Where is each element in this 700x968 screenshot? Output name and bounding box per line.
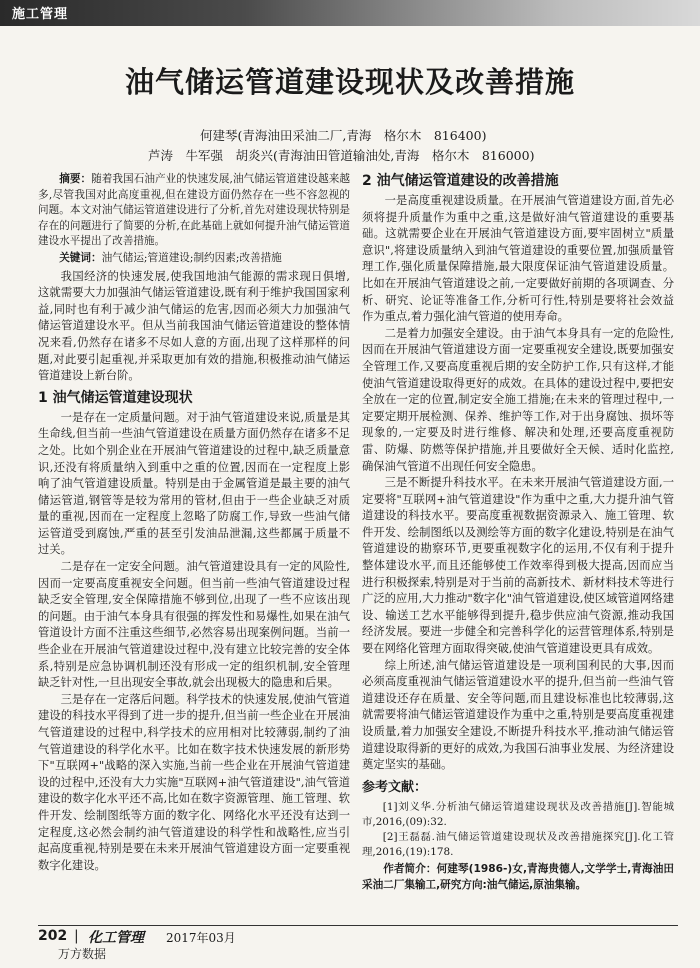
reference-2: [2]王磊磊.油气储运管道建设现状及改善措施探究[J].化工管理,2016,(19):178. <box>362 831 674 859</box>
reference-1: [1]刘义华.分析油气储运管道建设现状及改善措施[J].智能城市,2016,(09):32. <box>362 801 674 829</box>
authors <box>148 126 535 166</box>
footer-divider <box>38 925 678 926</box>
references-heading: 参考文献： <box>362 779 428 795</box>
section-1-heading: 1 油气储运管道建设现状 <box>38 389 193 406</box>
journal-name: 化工管理 <box>88 930 144 946</box>
section-1-paragraph-1: 一是存在一定质量问题。对于油气管道建设来说,质量是其生命线,但当前一些油气管道建设在质量方面仍然存在诸多不足之处。比如个别企业在开展油气管道建设的过程中,缺乏质量意识,还没有将质量纳入到重中之重的位置,因而在一定程度上影响了油气管道建设质量。特别是由于金属管道是最主要的油气储运管道,钢管等是较为常用的管材,但由于一些企业缺乏对质量的重视,因而在一定程度上忽略了防腐工作,导致一些油气储运管道受到腐蚀,严重的甚至引发油品泄漏,这些都属于质量不过关。 <box>38 410 350 557</box>
abstract-text: 随着我国石油产业的快速发展,油气储运管道建设越来越多,尽管我国对此高度重视,但在建设方面仍然存在一些不容忽视的问题。本文对油气储运管道建设进行了分析,首先对建设现状特别是存在的问题进行了简要的分析,在此基础上就如何提升油气储运管道建设水平提出了改善措施。 <box>38 173 350 248</box>
author-bio-label: 作者简介： <box>383 863 437 876</box>
section-tag: 施工管理 <box>12 7 69 22</box>
section-2-paragraph-1: 一是高度重视建设质量。在开展油气管道建设方面,首先必须将提升质量作为重中之重,这是做好油气管道建设的重要基础。这就需要企业在开展油气管道建设方面,要牢固树立"质量意识",将建设质量纳入到油气管道建设的重要位置,加强质量管理工作,强化质量保障措施,最大限度保证油气管道建设质量。比如在开展油气管道建设之前,一定要做好前期的各项调查、分析、研究、论证等准备工作,分析可行性,特别是要将社会效益作为重点,着力强化油气管道的使用寿命。 <box>362 194 674 324</box>
header-bar <box>0 0 700 26</box>
authors-line-2: 芦涛 牛军强 胡炎兴(青海油田管道输油处,青海 格尔木 816000) <box>148 148 535 163</box>
abstract <box>38 172 350 250</box>
intro-paragraph: 我国经济的快速发展,使我国地油气能源的需求现日俱增,这就需要大力加强油气储运管道建设,既有利于维护我国国家利益,同时也有利于减少油气储运的危害,因而必须大力加强油气储运管道建设水平。但从当前我国油气储运管道建设的整体情况来看,仍然存在诸多不尽如人意的方面,出现了这样那样的问题,对此要引起重视,并采取更加有效的措施,积极推动油气储运管道建设上新台阶。 <box>38 269 350 383</box>
page-footer <box>38 925 678 945</box>
issue-date: 2017年03月 <box>166 931 236 945</box>
article-title: 油气储运管道建设现状及改善措施 <box>124 65 575 99</box>
page-number: 202 <box>38 928 68 944</box>
right-column <box>362 172 674 893</box>
conclusion-paragraph: 综上所述,油气储运管道建设是一项利国利民的大事,因而必须高度重视油气储运管道建设水平的提升,但当前一些油气管道建设还存在质量、安全等问题,而且建设标准也比较薄弱,这就需要将油气储运管道建设作为重中之重,特别是要高度重视建设质量,着力加强安全建设,不断提升科技水平,推动油气储运管道建设取得新的更好的成效,为我国石油事业发展、为经济建设奠定坚实的基础。 <box>362 658 674 772</box>
keywords-label: 关键词： <box>59 251 102 264</box>
section-2-heading: 2 油气储运管道建设的改善措施 <box>362 173 559 189</box>
keywords-text: 油气储运;管道建设;制约因素;改善措施 <box>101 251 282 264</box>
footer-separator: | <box>74 928 79 944</box>
left-column <box>38 172 350 874</box>
keywords <box>38 251 350 267</box>
section-2-paragraph-3: 三是不断提升科技水平。在未来开展油气管道建设方面,一定要将"互联网+油气管道建设"作为重中之重,大力提升油气管道建设的科技水平。要高度重视数据资源录入、施工管理、软件开发、绘制图纸以及测绘等方面的数字化建设,特别是在油气管道建设的勘察环节,更要重视数字化的运用,不仅有利于提升整体建设水平,而且还能够使工作效率得到极大提高,因而应当进行积极探索,特别是对于当前的高新技术、新材料技术等进行广泛的应用,大力推动"数字化"油气管道建设,使区域管道网络建设、输送工艺水平能够得到提升,稳步供应油气资源,推动我国经济发展。要进一步健全和完善科学化的运营管理体系,特别是要在网络化管理方面取得突破,使油气管道建设更具有成效。 <box>362 476 674 656</box>
section-1-paragraph-3: 三是存在一定落后问题。科学技术的快速发展,使油气管道建设的科技水平得到了进一步的提升,但当前一些企业在开展油气管道建设的过程中,科学技术的应用相对比较薄弱,制约了油气管道建设的科学化水平。比如在数字技术快速发展的新形势下"互联网+"战略的深入实施,当前一些企业在开展油气管道建设的过程中,还没有大力实施"互联网+油气管道建设",油气管道建设的数字化水平还不高,比如在数字资源管理、施工管理、软件开发、绘制图纸等方面的数字化、网络化水平还没有达到一定程度,这必然会制约油气管道建设的科学性和战略性,应当引起高度重视,特别是要在未来开展油气管道建设方面一定要重视数字化建设。 <box>38 692 350 872</box>
section-1-paragraph-2: 二是存在一定安全问题。油气管道建设具有一定的风险性,因而一定要高度重视安全问题。但当前一些油气管道建设过程缺乏安全管理,安全保障措施不够到位,出现了一些不应该出现的问题。由于油气本身具有很强的挥发性和易爆性,如果在油气管道设计方面不注重这些细节,必然容易出现案例问题。当前一些企业在开展油气管道建设过程中,没有建立比较完善的安全体系,特别是应急协调机制还没有形成一定的组织机制,安全管理缺乏针对性,一旦出现安全事故,就会出现极大的隐患和后果。 <box>38 560 350 690</box>
abstract-label: 摘要： <box>59 173 92 185</box>
author-bio <box>362 862 674 893</box>
section-2-paragraph-2: 二是着力加强安全建设。由于油气本身具有一定的危险性,因而在开展油气管道建设方面一定要重视安全建设,既要加强安全管理工作,又要高度重视后期的安全防护工作,只有这样,才能使油气管道建设取得更好的成效。在具体的建设过程中,要把安全放在一定的位置,制定安全施工措施;在未来的管理过程中,一定要定期开展检测、保养、维护等工作,对于出身腐蚀、损坏等现象的,一定要及时进行维修、解决和处理,还要高度重视防雷、防爆、防燃等保护措施,并且要做好全天候、适时化监控,确保油气管道不出现任何安全隐患。 <box>362 326 674 473</box>
watermark: 万方数据 <box>58 947 107 961</box>
author-bio-text: 何建琴(1986-)女,青海贵德人,文学学士,青海油田采油二厂集输工,研究方向:油气储运,原油集输。 <box>362 863 674 891</box>
authors-line-1: 何建琴(青海油田采油二厂,青海 格尔木 816400) <box>200 128 487 143</box>
